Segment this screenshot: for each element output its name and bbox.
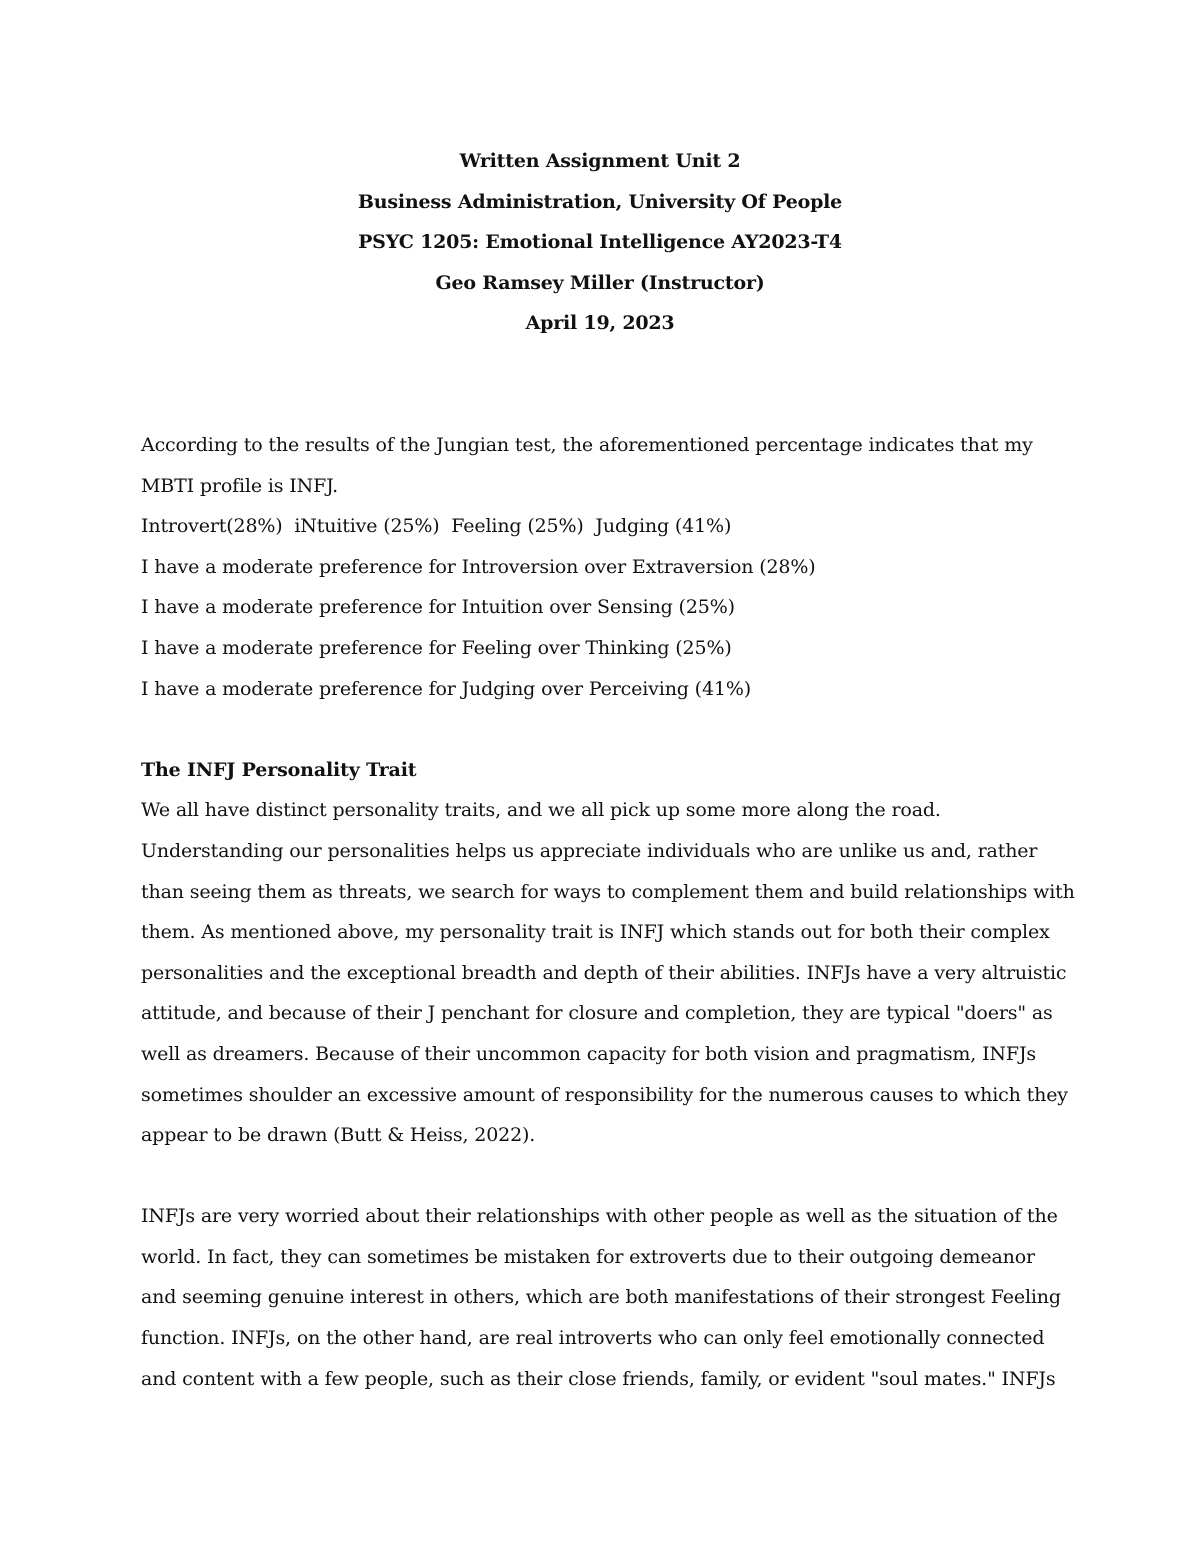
title-block xyxy=(0,141,1200,344)
paragraph-line: INFJs are very worried about their relationships with other people as well as the situation of the xyxy=(141,1205,1058,1228)
paragraph-line: Understanding our personalities helps us appreciate individuals who are unlike us and, rather xyxy=(141,839,1038,862)
paragraph-line: personalities and the exceptional breadth and depth of their abilities. INFJs have a very altruistic xyxy=(141,961,1067,984)
section-heading: The INFJ Personality Trait xyxy=(141,758,417,781)
paragraph-line: and content with a few people, such as their close friends, family, or evident "soul mates." INFJs xyxy=(141,1367,1056,1390)
document-body xyxy=(141,425,1075,1399)
paragraph-spacer xyxy=(141,1156,1066,1197)
preference-summary-line: Introvert(28%) iNtuitive (25%) Feeling (25%) Judging (41%) xyxy=(141,515,732,538)
paragraph-line: We all have distinct personality traits, and we all pick up some more along the road. xyxy=(141,799,941,822)
paragraph-line: function. INFJs, on the other hand, are real introverts who can only feel emotionally connected xyxy=(141,1327,1045,1350)
paragraph-line: well as dreamers. Because of their uncommon capacity for both vision and pragmatism, INFJs xyxy=(141,1042,1037,1065)
preference-line: I have a moderate preference for Feeling over Thinking (25%) xyxy=(141,636,732,659)
paragraph-line: them. As mentioned above, my personality trait is INFJ which stands out for both their complex xyxy=(141,921,1050,944)
program-line: Business Administration, University Of People xyxy=(357,190,843,213)
instructor-line: Geo Ramsey Miller (Instructor) xyxy=(435,271,765,294)
paragraph-line: appear to be drawn (Butt & Heiss, 2022). xyxy=(141,1124,536,1147)
preference-line: I have a moderate preference for Judging over Perceiving (41%) xyxy=(141,677,751,700)
date-line: April 19, 2023 xyxy=(525,312,675,335)
course-line: PSYC 1205: Emotional Intelligence AY2023-T4 xyxy=(358,231,842,254)
paragraph-spacer xyxy=(141,709,1066,750)
paragraph-line: sometimes shoulder an excessive amount of responsibility for the numerous causes to which they xyxy=(141,1083,1068,1106)
paragraph-line: attitude, and because of their J penchant for closure and completion, they are typical "doers" as xyxy=(141,1002,1053,1025)
preference-line: I have a moderate preference for Introversion over Extraversion (28%) xyxy=(141,555,816,578)
paragraph-line: world. In fact, they can sometimes be mistaken for extroverts due to their outgoing demeanor xyxy=(141,1245,1035,1268)
preference-line: I have a moderate preference for Intuition over Sensing (25%) xyxy=(141,596,735,619)
assignment-title: Written Assignment Unit 2 xyxy=(459,150,741,172)
intro-line: According to the results of the Jungian test, the aforementioned percentage indicates that my xyxy=(141,434,1033,456)
paragraph-line: than seeing them as threats, we search for ways to complement them and build relationships with xyxy=(141,880,1075,903)
intro-line: MBTI profile is INFJ. xyxy=(141,474,338,497)
paragraph-line: and seeming genuine interest in others, which are both manifestations of their strongest Feeling xyxy=(141,1286,1061,1309)
